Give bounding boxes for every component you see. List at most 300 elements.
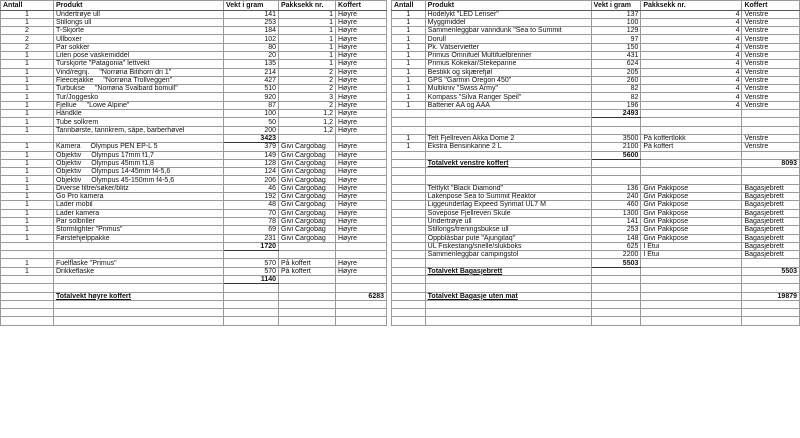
pakksekk-cell: 4: [641, 10, 742, 18]
produkt-name: Ekstra Bensinkanne 2 L: [427, 143, 502, 151]
pakksekk-cell: 4: [641, 60, 742, 68]
empty-cell: [336, 317, 387, 325]
empty-cell: [54, 309, 224, 317]
produkt-name: Oppblåsbar pute "Ajungilaq": [427, 234, 516, 242]
vekt-cell: 100: [591, 18, 641, 26]
produkt-cell: [54, 201, 224, 209]
produkt-cell: [54, 259, 224, 267]
produkt-cell: [54, 85, 224, 93]
empty-cell: [1, 292, 54, 300]
produkt-cell: [54, 226, 224, 234]
table-row: [392, 259, 800, 267]
vekt-cell: 100: [224, 110, 279, 118]
vekt-cell: 141: [224, 10, 279, 18]
produkt-name: Telt Fjellreven Akka Dome 2: [427, 135, 515, 143]
antall-cell: 1: [1, 118, 54, 126]
empty-cell: [425, 151, 591, 159]
antall-cell: 1: [1, 234, 54, 242]
antall-cell: 2: [1, 43, 54, 51]
empty-cell: [392, 317, 426, 325]
pakksekk-cell: Givi Pakkpose: [641, 217, 742, 225]
produkt-detail: "Norrøna Trollveggen": [103, 77, 173, 85]
table-row: [392, 60, 800, 68]
empty-cell: [336, 284, 387, 292]
empty-cell: [591, 267, 641, 275]
vekt-cell: 379: [224, 143, 279, 151]
empty-cell: [392, 267, 426, 275]
vekt-cell: 150: [591, 43, 641, 51]
pakksekk-cell: 1: [279, 51, 336, 59]
empty-cell: [742, 151, 800, 159]
pakksekk-cell: På koffert: [279, 267, 336, 275]
antall-cell: 1: [392, 10, 426, 18]
table-row: [392, 143, 800, 151]
vekt-cell: 1300: [591, 209, 641, 217]
empty-cell: [591, 176, 641, 184]
vekt-cell: 80: [224, 43, 279, 51]
koffert-cell: Bagasjebrett: [742, 226, 800, 234]
vekt-cell: 129: [591, 27, 641, 35]
empty-cell: [641, 317, 742, 325]
empty-cell: [224, 317, 279, 325]
table-row: [392, 201, 800, 209]
produkt-cell: [54, 209, 224, 217]
antall-cell: 1: [392, 27, 426, 35]
antall-cell: 1: [1, 193, 54, 201]
empty-cell: [392, 118, 426, 126]
produkt-cell: [54, 118, 224, 126]
produkt-cell: [425, 60, 591, 68]
table-row: [392, 68, 800, 76]
produkt-name: Stillongs/treningsbukse ull: [427, 226, 509, 234]
table-row: [1, 309, 387, 317]
empty-cell: [336, 242, 387, 250]
vekt-cell: 624: [591, 60, 641, 68]
produkt-cell: [54, 93, 224, 101]
produkt-cell: [54, 217, 224, 225]
table-row: [392, 51, 800, 59]
empty-cell: [1, 251, 54, 259]
produkt-cell: [425, 217, 591, 225]
table-row: [392, 292, 800, 300]
empty-cell: [224, 292, 279, 300]
header-pakksekk: Pakksekk nr.: [641, 1, 742, 11]
empty-cell: [591, 292, 641, 300]
produkt-cell: [54, 110, 224, 118]
pakksekk-cell: 4: [641, 18, 742, 26]
pakksekk-cell: 3: [279, 93, 336, 101]
koffert-cell: Høyre: [336, 226, 387, 234]
table-row: [392, 35, 800, 43]
produkt-name: GPS "Garmin Oregon 450": [427, 77, 512, 85]
pakksekk-cell: 2: [279, 76, 336, 84]
produkt-name: Førstehjelppakke: [56, 234, 110, 242]
right-packing-table: [391, 0, 800, 326]
vekt-cell: 148: [591, 234, 641, 242]
koffert-cell: Høyre: [336, 27, 387, 35]
header-row: [392, 1, 800, 11]
produkt-cell: [425, 193, 591, 201]
empty-cell: [336, 251, 387, 259]
produkt-name: Diverse filtre/søker/blitz: [56, 184, 129, 192]
produkt-cell: [54, 193, 224, 201]
vekt-cell: 136: [591, 184, 641, 192]
vekt-cell: 625: [591, 242, 641, 250]
empty-cell: [392, 276, 426, 284]
produkt-detail: "Lowe Alpine": [86, 101, 130, 109]
pakksekk-cell: I Etui: [641, 242, 742, 250]
produkt-cell: [425, 134, 591, 142]
header-produkt: Produkt: [425, 1, 591, 11]
koffert-cell: Høyre: [336, 176, 387, 184]
antall-cell: 1: [1, 10, 54, 18]
vekt-cell: 69: [224, 226, 279, 234]
empty-cell: [641, 176, 742, 184]
produkt-cell: [425, 10, 591, 18]
empty-cell: [1, 309, 54, 317]
vekt-cell: 70: [224, 209, 279, 217]
subtotal-value: 1720: [224, 242, 279, 250]
empty-cell: [641, 276, 742, 284]
produkt-name: Myggmiddel: [427, 18, 466, 26]
empty-cell: [392, 159, 426, 167]
produkt-name: Teltlykt "Black Diamond": [427, 184, 504, 192]
antall-cell: 1: [1, 68, 54, 76]
total-value: 8093: [742, 159, 800, 167]
produkt-cell: [425, 251, 591, 259]
pakksekk-cell: Givi Cargobag: [279, 143, 336, 151]
table-row: [1, 76, 387, 84]
subtotal-value: 2493: [591, 110, 641, 118]
produkt-cell: [54, 60, 224, 68]
empty-cell: [425, 176, 591, 184]
pakksekk-cell: 1: [279, 10, 336, 18]
empty-cell: [279, 309, 336, 317]
produkt-name: T-Skjorte: [56, 27, 85, 35]
produkt-cell: [425, 143, 591, 151]
antall-cell: 1: [1, 110, 54, 118]
koffert-cell: Høyre: [336, 168, 387, 176]
empty-cell: [279, 242, 336, 250]
pakksekk-cell: Givi Cargobag: [279, 168, 336, 176]
table-row: [1, 176, 387, 184]
koffert-cell: Venstre: [742, 27, 800, 35]
produkt-name: Primus Omnifuel Multifuelbrenner: [427, 52, 532, 60]
produkt-name: Vind/regnj.: [56, 68, 90, 76]
empty-cell: [742, 284, 800, 292]
vekt-cell: 427: [224, 76, 279, 84]
antall-cell: 1: [392, 134, 426, 142]
empty-cell: [591, 168, 641, 176]
vekt-cell: 240: [591, 193, 641, 201]
pakksekk-cell: Givi Cargobag: [279, 217, 336, 225]
empty-cell: [425, 126, 591, 134]
header-row: [1, 1, 387, 11]
produkt-cell: [54, 27, 224, 35]
koffert-cell: Bagasjebrett: [742, 209, 800, 217]
table-row: [392, 93, 800, 101]
pakksekk-cell: 1,2: [279, 118, 336, 126]
antall-cell: 1: [1, 259, 54, 267]
vekt-cell: 135: [224, 60, 279, 68]
empty-cell: [742, 118, 800, 126]
pakksekk-cell: 4: [641, 35, 742, 43]
antall-cell: [392, 251, 426, 259]
produkt-name: Primus Kokekar/Stekepanne: [427, 60, 517, 68]
vekt-cell: 200: [224, 126, 279, 134]
table-row: [1, 126, 387, 134]
antall-cell: 2: [1, 35, 54, 43]
empty-cell: [392, 176, 426, 184]
empty-cell: [742, 168, 800, 176]
pakksekk-cell: Givi Cargobag: [279, 159, 336, 167]
total-value: 19879: [742, 292, 800, 300]
produkt-cell: [425, 43, 591, 51]
vekt-cell: 97: [591, 35, 641, 43]
total-label: Totalvekt venstre koffert: [425, 159, 591, 167]
table-row: [1, 93, 387, 101]
table-row: [1, 234, 387, 242]
koffert-cell: Høyre: [336, 193, 387, 201]
antall-cell: 1: [392, 143, 426, 151]
vekt-cell: 149: [224, 151, 279, 159]
pakksekk-cell: Givi Pakkpose: [641, 201, 742, 209]
vekt-cell: 46: [224, 184, 279, 192]
vekt-cell: 3500: [591, 134, 641, 142]
table-row: [392, 159, 800, 167]
produkt-cell: [425, 68, 591, 76]
koffert-cell: Venstre: [742, 60, 800, 68]
table-row: [392, 151, 800, 159]
pakksekk-cell: På koffert: [641, 143, 742, 151]
koffert-cell: Bagasjebrett: [742, 193, 800, 201]
produkt-name: Undertrøye ull: [56, 10, 100, 18]
vekt-cell: 431: [591, 51, 641, 59]
table-row: [392, 234, 800, 242]
antall-cell: [392, 234, 426, 242]
subtotal-value: 1140: [224, 276, 279, 284]
koffert-cell: Bagasjebrett: [742, 234, 800, 242]
table-row: [1, 143, 387, 151]
empty-cell: [641, 118, 742, 126]
empty-cell: [425, 284, 591, 292]
vekt-cell: 184: [224, 27, 279, 35]
table-row: [1, 317, 387, 325]
vekt-cell: 196: [591, 101, 641, 109]
total-label: Totalvekt Bagasjebrett: [425, 267, 591, 275]
antall-cell: 1: [392, 18, 426, 26]
produkt-name: Turbukse: [56, 85, 85, 93]
pakksekk-cell: På koffert: [279, 259, 336, 267]
antall-cell: 1: [1, 143, 54, 151]
table-row: [392, 276, 800, 284]
empty-cell: [336, 276, 387, 284]
koffert-cell: Høyre: [336, 10, 387, 18]
empty-cell: [641, 292, 742, 300]
empty-cell: [591, 317, 641, 325]
antall-cell: 1: [1, 217, 54, 225]
produkt-name: Batterier AA og AAA: [427, 101, 490, 109]
left-packing-table: [0, 0, 387, 326]
antall-cell: 1: [392, 68, 426, 76]
table-row: [392, 43, 800, 51]
produkt-name: Sammenleggbar campingstol: [427, 251, 519, 259]
empty-cell: [279, 300, 336, 308]
pakksekk-cell: 4: [641, 27, 742, 35]
antall-cell: 1: [392, 60, 426, 68]
produkt-cell: [54, 184, 224, 192]
empty-cell: [742, 317, 800, 325]
produkt-name: Stormlighter "Primus": [56, 226, 123, 234]
empty-cell: [392, 284, 426, 292]
produkt-cell: [54, 101, 224, 109]
koffert-cell: Høyre: [336, 110, 387, 118]
produkt-cell: [54, 35, 224, 43]
produkt-cell: [54, 168, 224, 176]
table-row: [392, 10, 800, 18]
pakksekk-cell: I Etui: [641, 251, 742, 259]
antall-cell: 1: [1, 93, 54, 101]
empty-cell: [392, 292, 426, 300]
table-row: [392, 251, 800, 259]
empty-cell: [336, 309, 387, 317]
antall-cell: 2: [1, 27, 54, 35]
koffert-cell: Venstre: [742, 134, 800, 142]
empty-cell: [1, 276, 54, 284]
antall-cell: 1: [1, 101, 54, 109]
pakksekk-cell: Givi Cargobag: [279, 151, 336, 159]
empty-cell: [392, 168, 426, 176]
table-row: [392, 242, 800, 250]
antall-cell: 1: [1, 85, 54, 93]
empty-cell: [425, 317, 591, 325]
produkt-name: Objektiv: [56, 151, 82, 159]
antall-cell: 1: [392, 85, 426, 93]
produkt-cell: [425, 35, 591, 43]
antall-cell: [392, 201, 426, 209]
koffert-cell: Venstre: [742, 101, 800, 109]
empty-cell: [742, 176, 800, 184]
koffert-cell: Venstre: [742, 18, 800, 26]
antall-cell: 1: [1, 184, 54, 192]
table-row: [1, 118, 387, 126]
produkt-name: Objektiv: [56, 159, 82, 167]
table-row: [1, 159, 387, 167]
vekt-cell: 205: [591, 68, 641, 76]
total-label: Totalvekt Bagasje uten mat: [425, 292, 591, 300]
empty-cell: [54, 134, 224, 142]
empty-cell: [742, 110, 800, 118]
empty-cell: [425, 110, 591, 118]
produkt-cell: [425, 234, 591, 242]
produkt-name: Par solbriller: [56, 218, 95, 226]
produkt-cell: [54, 126, 224, 134]
table-row: [392, 76, 800, 84]
produkt-cell: [425, 51, 591, 59]
produkt-cell: [54, 176, 224, 184]
pakksekk-cell: 4: [641, 51, 742, 59]
table-row: [392, 284, 800, 292]
produkt-detail: Olympus 45-150mm f4-5,6: [91, 176, 175, 184]
produkt-detail: Olympus 45mm f1,8: [91, 159, 154, 167]
table-row: [1, 201, 387, 209]
produkt-name: Kompass "Silva Ranger Speil": [427, 93, 522, 101]
antall-cell: 1: [392, 93, 426, 101]
antall-cell: 1: [1, 267, 54, 275]
koffert-cell: Venstre: [742, 143, 800, 151]
pakksekk-cell: Givi Pakkpose: [641, 184, 742, 192]
antall-cell: 1: [1, 76, 54, 84]
empty-cell: [641, 168, 742, 176]
empty-cell: [392, 309, 426, 317]
empty-cell: [641, 126, 742, 134]
produkt-cell: [54, 51, 224, 59]
table-row: [392, 101, 800, 109]
table-row: [392, 309, 800, 317]
table-row: [392, 118, 800, 126]
vekt-cell: 102: [224, 35, 279, 43]
table-row: [1, 259, 387, 267]
header-antall: Antall: [392, 1, 426, 11]
produkt-name: Objektiv: [56, 168, 82, 176]
koffert-cell: Bagasjebrett: [742, 217, 800, 225]
koffert-cell: Høyre: [336, 259, 387, 267]
table-row: [1, 10, 387, 18]
produkt-name: Tannbørste, tannkrem, såpe, barberhøvel: [56, 126, 185, 134]
koffert-cell: Høyre: [336, 234, 387, 242]
vekt-cell: 460: [591, 201, 641, 209]
produkt-cell: [425, 27, 591, 35]
pakksekk-cell: 2: [279, 101, 336, 109]
empty-cell: [54, 251, 224, 259]
empty-cell: [591, 159, 641, 167]
pakksekk-cell: 4: [641, 68, 742, 76]
vekt-cell: 82: [591, 85, 641, 93]
pakksekk-cell: 1: [279, 35, 336, 43]
antall-cell: 1: [1, 168, 54, 176]
table-row: [392, 267, 800, 275]
pakksekk-cell: 1,2: [279, 126, 336, 134]
koffert-cell: Høyre: [336, 18, 387, 26]
empty-cell: [279, 251, 336, 259]
antall-cell: 1: [1, 60, 54, 68]
table-row: [392, 300, 800, 308]
produkt-name: Hodelykt "LED Lenser": [427, 10, 499, 18]
pakksekk-cell: Givi Cargobag: [279, 226, 336, 234]
koffert-cell: Høyre: [336, 184, 387, 192]
table-row: [1, 51, 387, 59]
table-row: [392, 134, 800, 142]
table-row: [1, 226, 387, 234]
table-row: [392, 18, 800, 26]
vekt-cell: 570: [224, 259, 279, 267]
produkt-name: Ullboxer: [56, 35, 82, 43]
table-row: [1, 217, 387, 225]
koffert-cell: Venstre: [742, 85, 800, 93]
produkt-name: Fjellue: [56, 101, 77, 109]
koffert-cell: Bagasjebrett: [742, 251, 800, 259]
table-row: [392, 226, 800, 234]
produkt-cell: [425, 93, 591, 101]
produkt-name: Objektiv: [56, 176, 82, 184]
pakksekk-cell: 1,2: [279, 110, 336, 118]
table-row: [392, 110, 800, 118]
empty-cell: [425, 309, 591, 317]
koffert-cell: Bagasjebrett: [742, 242, 800, 250]
pakksekk-cell: 4: [641, 93, 742, 101]
subtotal-value: 5600: [591, 151, 641, 159]
produkt-name: Lader mobil: [56, 201, 93, 209]
